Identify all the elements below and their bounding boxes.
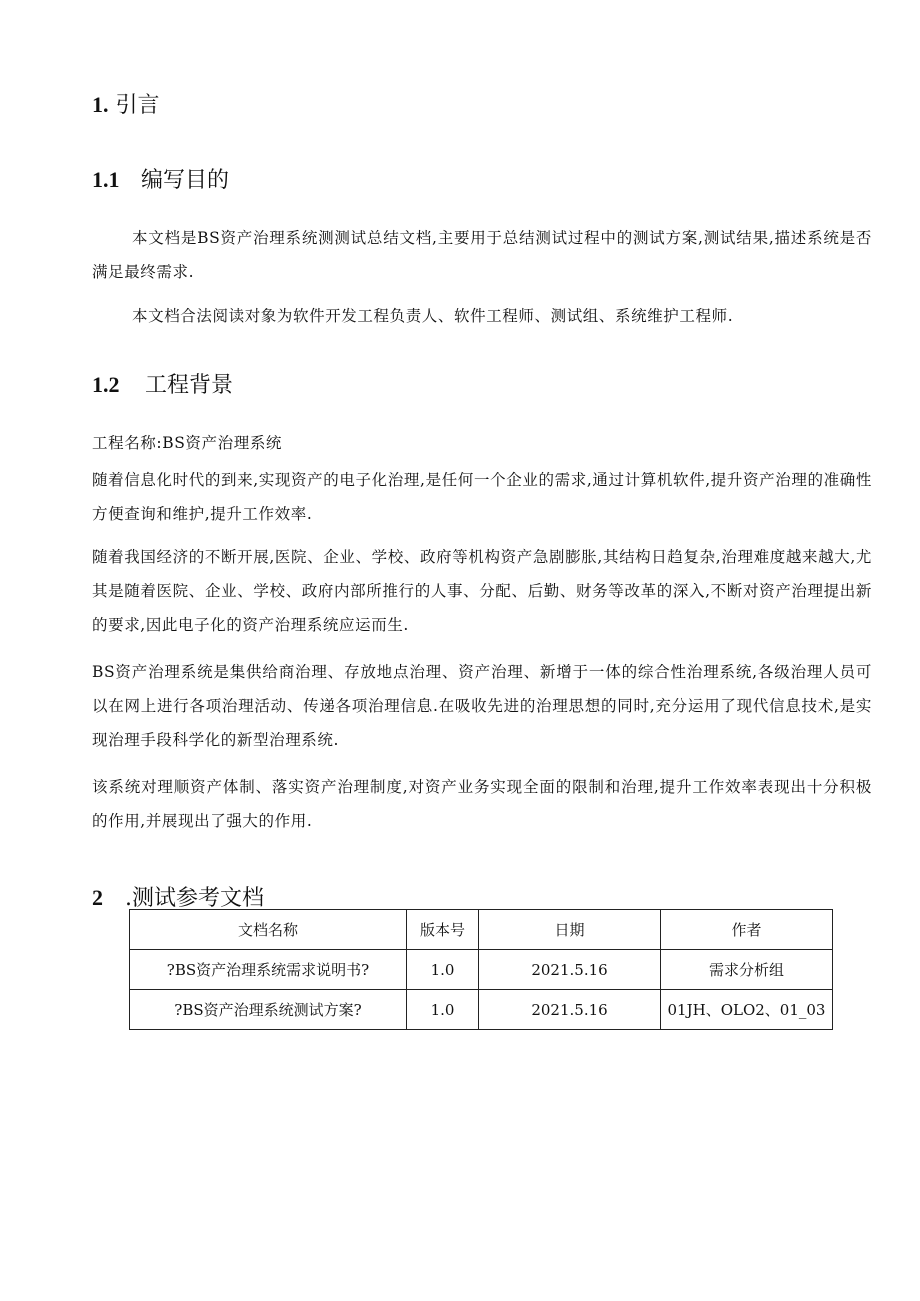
purpose-paragraph-1: 本文档是BS资产治理系统测测试总结文档,主要用于总结测试过程中的测试方案,测试结果,描述系统是否满足最终需求. (92, 229, 872, 281)
section-number: 1.2 (92, 372, 120, 397)
reference-docs-table (129, 909, 833, 1030)
table-cell: 需求分析组 (661, 950, 833, 990)
purpose-paragraph-2: 本文档合法阅读对象为软件开发工程负责人、软件工程师、测试组、系统维护工程师. (132, 307, 734, 325)
section-title: 工程背景 (145, 373, 234, 398)
section-number: 1. (92, 92, 109, 117)
table-row (130, 990, 833, 1030)
table-cell: ?BS资产治理系统需求说明书? (130, 950, 407, 990)
section-heading-intro (92, 88, 160, 119)
table-cell: 2021.5.16 (479, 990, 661, 1030)
section-number: 1.1 (92, 167, 120, 192)
table-header-row (130, 910, 833, 950)
table-row (130, 950, 833, 990)
background-paragraph-3: BS资产治理系统是集供给商治理、存放地点治理、资产治理、新增于一体的综合性治理系统,各级治理人员可以在网上进行各项治理活动、传递各项治理信息.在吸收先进的治理思想的同时,充分运用了现代信息技术,是实现治理手段科学化的新型治理系统. (92, 663, 872, 749)
section-title: 编写目的 (141, 168, 230, 193)
table-cell: 1.0 (407, 950, 479, 990)
section-number: 2 (92, 885, 103, 910)
section-heading-references (92, 881, 264, 912)
background-paragraph-2: 随着我国经济的不断开展,医院、企业、学校、政府等机构资产急剧膨胀,其结构日趋复杂,治理难度越来越大,尤其是随着医院、企业、学校、政府内部所推行的人事、分配、后勤、财务等改革的深入,不断对资产治理提出新的要求,因此电子化的资产治理系统应运而生. (92, 548, 872, 634)
project-name: 工程名称:BS资产治理系统 (92, 434, 283, 452)
section-heading-background (92, 368, 233, 399)
section-title: .测试参考文档 (125, 886, 264, 911)
table-header-cell: 文档名称 (130, 910, 407, 950)
background-paragraph-4: 该系统对理顺资产体制、落实资产治理制度,对资产业务实现全面的限制和治理,提升工作效率表现出十分积极的作用,并展现出了强大的作用. (92, 778, 872, 830)
table-cell: 2021.5.16 (479, 950, 661, 990)
section-title: 引言 (115, 93, 160, 118)
table-cell: 01JH、OLO2、01_03 (661, 990, 833, 1030)
table-header-cell: 日期 (479, 910, 661, 950)
section-heading-purpose (92, 163, 229, 194)
table-cell: ?BS资产治理系统测试方案? (130, 990, 407, 1030)
table-cell: 1.0 (407, 990, 479, 1030)
background-paragraph-1: 随着信息化时代的到来,实现资产的电子化治理,是任何一个企业的需求,通过计算机软件,提升资产治理的准确性方便查询和维护,提升工作效率. (92, 471, 872, 523)
table-header-cell: 版本号 (407, 910, 479, 950)
table-header-cell: 作者 (661, 910, 833, 950)
